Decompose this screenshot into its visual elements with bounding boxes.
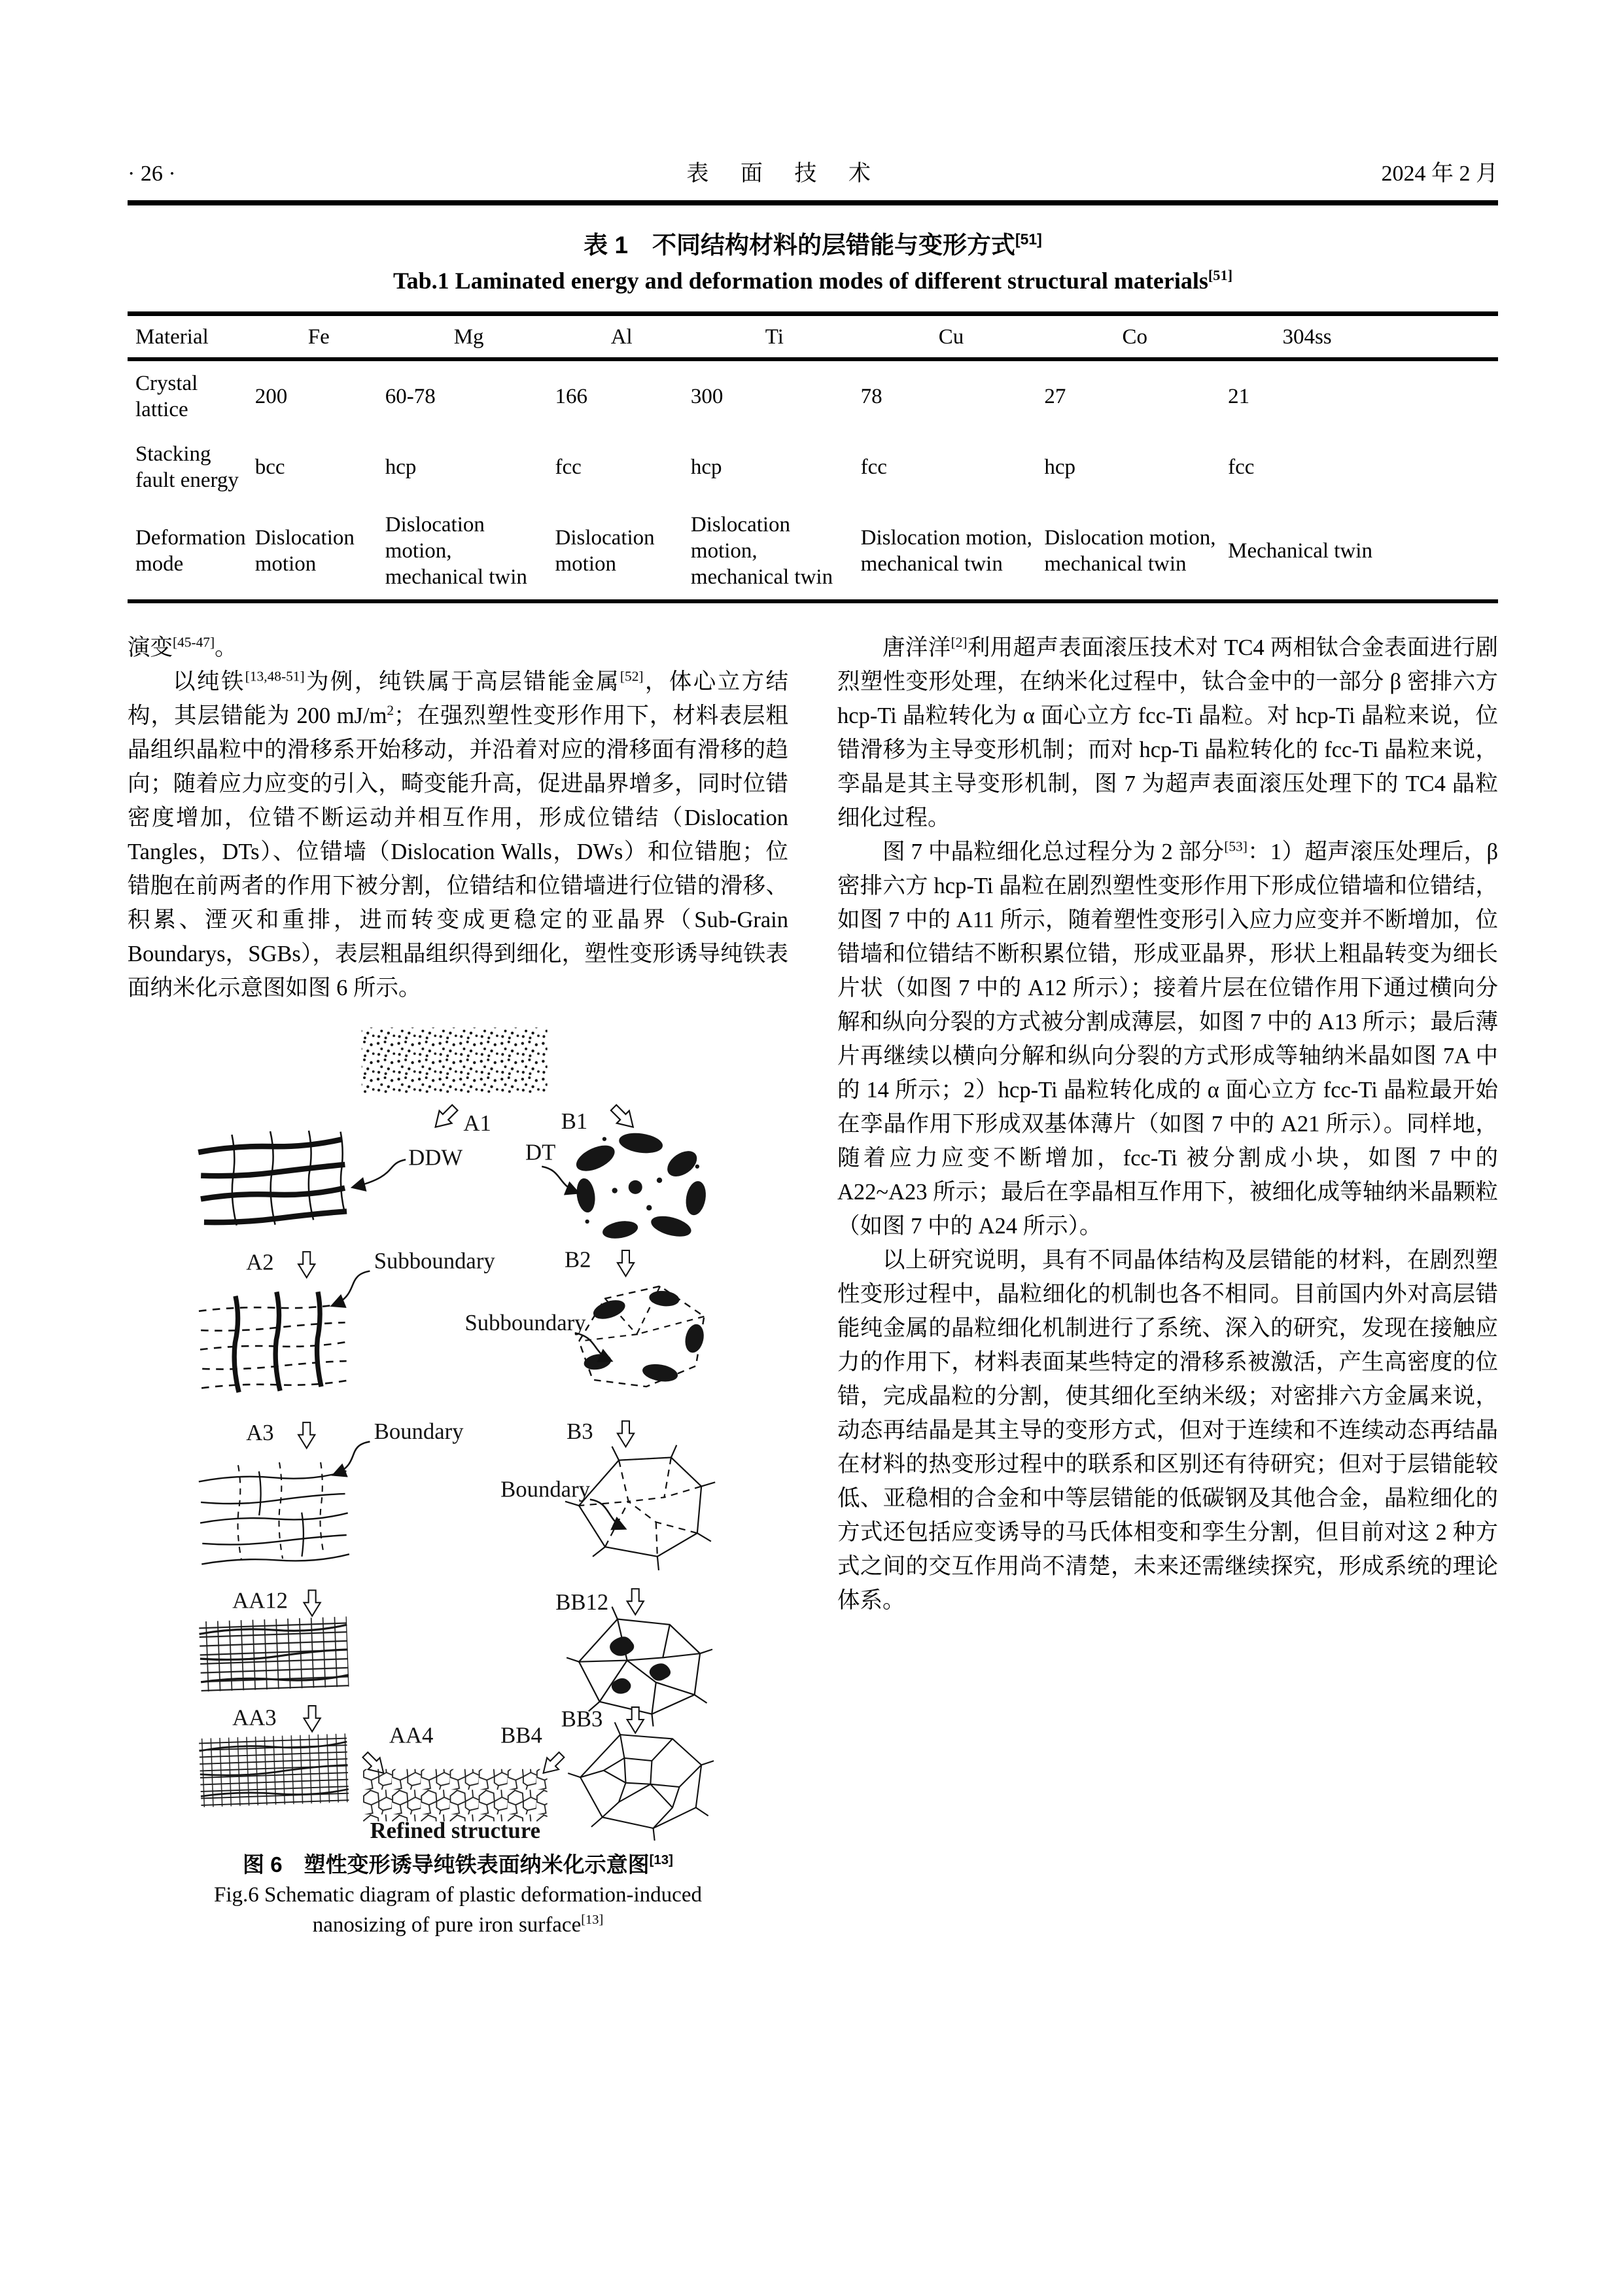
fig-label-b1: B1 [561, 1108, 588, 1134]
table-title-zh: 表 1 不同结构材料的层错能与变形方式[51] [584, 230, 1042, 258]
figure-caption-en-line1: Fig.6 Schematic diagram of plastic deformation-induced [214, 1883, 702, 1907]
figure-6 [190, 1022, 726, 1940]
fig-label-aa4: AA4 [389, 1722, 434, 1748]
fig-label-bb4: BB4 [500, 1722, 542, 1748]
right-column [837, 631, 1498, 1940]
fig-label-aa12: AA12 [232, 1587, 288, 1614]
refined-structure-sketch [363, 1769, 548, 1822]
left-column [128, 631, 788, 1940]
subboundary-left-pointer-arrow [333, 1271, 370, 1306]
paragraph: 以上研究说明，具有不同晶体结构及层错能的材料，在剧烈塑性变形过程中，晶粒细化的机制也各不相同。目前国内外对高层错能纯金属的晶粒细化机制进行了系统、深入的研究，发现在接触应力的作用下，材料表面某些特定的滑移系被激活，产生高密度的位错，完成晶粒的分割，使其细化至纳米级；对密排六方金属来说，动态再结晶是其主导的变形方式，但对于连续和不连续动态再结晶在材料的热变形过程中的联系和区别还有待研究；但对于层错能较低、亚稳相的合金和中等层错能的低碳钢及其他合金，晶粒细化的方式还包括应变诱导的马氏体相变和孪生分割，但目前对这 2 种方式之间的交互作用尚不清楚，未来还需继续探究，形成系统的理论体系。 [837, 1248, 1498, 1613]
table-cell: 166 [555, 385, 588, 408]
boundary-sketch-left [198, 1460, 349, 1564]
table-cell: Dislocation motion [555, 526, 655, 576]
boundary-left-pointer-arrow [334, 1441, 370, 1474]
figure-6-diagram [190, 1022, 726, 1841]
arrow-a1-icon [429, 1101, 461, 1133]
arrow-a2-icon [298, 1252, 315, 1277]
fig-label-refined-structure: Refined structure [370, 1817, 541, 1841]
fig-label-a1: A1 [463, 1110, 491, 1137]
subboundary-sketch-right [579, 1286, 707, 1386]
fig-label-dt: DT [525, 1139, 556, 1165]
table-cell: 78 [860, 385, 882, 408]
ddw-sketch [198, 1127, 348, 1228]
col-header-material: Material [128, 314, 254, 360]
arrow-aa3-icon [304, 1706, 321, 1731]
table-1 [128, 311, 1498, 603]
fig-label-a2: A2 [246, 1249, 274, 1275]
dt-pointer-arrow [542, 1167, 578, 1193]
body-columns [128, 631, 1498, 1940]
table-cell: 200 [254, 385, 288, 408]
figure-caption-zh: 图 6 塑性变形诱导纯铁表面纳米化示意图[13] [243, 1852, 673, 1877]
col-header-304ss: 304ss [1227, 314, 1498, 360]
subboundary-sketch-left [198, 1290, 349, 1394]
arrow-b1-icon [608, 1101, 640, 1133]
initial-structure-sketch [362, 1027, 548, 1093]
fig-label-aa3: AA3 [232, 1704, 277, 1731]
col-header-cu: Cu [860, 314, 1043, 360]
paragraph: 以纯铁[13,48-51]为例，纯铁属于高层错能金属[52]，体心立方结构，其层错能为 200 $mJ/m^2$；在强烈塑性变形作用下，材料表层粗晶组织晶粒中的滑移系开始移动，并沿着对应的滑移面有滑移的趋向；随着应力应变的引入，畸变能升高，促进晶界增多，同时位错密度增加，位错不断运动并相互作用，形成位错结（Dislocation Tangles，DTs）、位错墙（Dislocation Walls，DWs）和位错胞；位错胞在前两者的作用下被分割，位错结和位错墙进行位错的滑移、积累、湮灭和重排，进而转变成更稳定的亚晶界（Sub-Grain Boundarys，SGBs），表层粗晶组织得到细化，塑性变形诱导纯铁表面纳米化示意图如图 6 所示。 [128, 668, 789, 1000]
table-cell: Dislocation motion, mechanical twin [385, 513, 527, 589]
table-cell: Dislocation motion, mechanical twin [860, 526, 1032, 576]
boundary-sketch-right [565, 1445, 715, 1570]
fig-label-a3: A3 [246, 1420, 274, 1446]
fig-label-subboundary-right: Subboundary [464, 1309, 586, 1335]
table-cell: Dislocation motion, mechanical twin [1044, 526, 1216, 576]
table-cell: 21 [1228, 385, 1250, 408]
fig-label-b2: B2 [564, 1246, 591, 1273]
fig-label-bb12: BB12 [555, 1589, 609, 1615]
row-label: Stacking fault energy [135, 442, 239, 492]
journal-title: 表 面 技 术 [686, 162, 884, 186]
row-label: Crystal lattice [135, 372, 198, 421]
fig-label-subboundary-left: Subboundary [374, 1248, 495, 1274]
fig-label-b3: B3 [567, 1419, 593, 1445]
col-header-co: Co [1043, 314, 1227, 360]
paragraph: 唐洋洋[2]利用超声表面滚压技术对 TC4 两相钛合金表面进行剧烈塑性变形处理，在纳米化过程中，钛合金中的一部分 β 密排六方 hcp-Ti 晶粒转化为 α 面心立方 fcc-Ti 晶粒。对 hcp-Ti 晶粒来说，位错滑移为主导变形机制；而对 hcp-Ti 晶粒转化的 fcc-Ti 晶粒来说，孪晶是其主导变形机制，图 7 为超声表面滚压处理下的 TC4 晶粒细化过程。 [837, 634, 1498, 830]
table-title-en: Tab.1 Laminated energy and deformation modes of different structural materials[51] [393, 267, 1233, 294]
ddw-pointer-arrow [353, 1159, 406, 1187]
arrow-bb12-icon [627, 1589, 644, 1614]
figure-caption-en-line2: nanosizing of pure iron surface[13] [312, 1913, 604, 1937]
arrow-a3-icon [298, 1422, 315, 1448]
table-row [128, 503, 1498, 601]
fig-label-boundary-right: Boundary [500, 1476, 590, 1502]
table-cell: 60-78 [385, 385, 436, 408]
table-row [128, 432, 1498, 503]
table-cell: Dislocation motion [254, 526, 355, 576]
table-cell: 27 [1044, 385, 1066, 408]
dt-sketch [572, 1131, 708, 1241]
arrow-aa12-icon [304, 1590, 321, 1616]
header-rule [128, 200, 1498, 205]
table-header-row [128, 314, 1498, 360]
col-header-fe: Fe [254, 314, 384, 360]
lamellae-sketch-2 [199, 1733, 349, 1807]
lamellae-sketch-1 [199, 1617, 349, 1692]
table-row [128, 359, 1498, 432]
fig-label-ddw: DDW [408, 1144, 463, 1171]
table-cell: fcc [1228, 455, 1255, 479]
table-cell: hcp [1044, 455, 1076, 479]
table-cell: hcp [385, 455, 417, 479]
row-label: Deformation mode [135, 526, 246, 576]
issue-date: 2024 年 2 月 [1381, 162, 1498, 186]
arrow-b3-icon [618, 1421, 634, 1447]
running-head [128, 160, 1498, 188]
col-header-al: Al [554, 314, 689, 360]
paragraph: 图 7 中晶粒细化总过程分为 2 部分[53]：1）超声滚压处理后，β 密排六方 hcp-Ti 晶粒在剧烈塑性变形作用下形成位错墙和位错结，如图 7 中的 A11 所示，随着塑性变形引入应力应变并不断增加，位错墙和位错结不断积累位错，形成亚晶界，形状上粗晶转变为细长片状（如图 7 中的 A12 所示）；接着片层在位错作用下通过横向分解和纵向分裂的方式被分割成薄层，如图 7 中的 A13 所示；最后薄片再继续以横向分解和纵向分裂的方式形成等轴纳米晶如图 7A 中的 14 所示；2）hcp-Ti 晶粒转化成的 α 面心立方 fcc-Ti 晶粒最开始在孪晶作用下形成双基体薄片（如图 7 中的 A21 所示）。同样地，随着应力应变不断增加，fcc-Ti 被分割成小块，如图 7 中的 A22~A23 所示；最后在孪晶相互作用下，被细化成等轴纳米晶颗粒（如图 7 中的 A24 所示）。 [837, 838, 1498, 1239]
col-header-ti: Ti [689, 314, 860, 360]
table-cell: fcc [860, 455, 887, 479]
arrow-b2-icon [618, 1250, 634, 1276]
table-cell: hcp [690, 455, 722, 479]
table-cell: fcc [555, 455, 582, 479]
page-number: · 26 · [128, 162, 176, 186]
fig-label-boundary-left: Boundary [374, 1419, 464, 1445]
col-header-mg: Mg [384, 314, 554, 360]
table-cell: bcc [254, 455, 285, 479]
refined-cells-sketch [568, 1722, 714, 1841]
figure-6-caption [190, 1850, 726, 1940]
table-cell: 300 [690, 385, 724, 408]
paragraph: 演变[45-47]。 [128, 634, 237, 660]
table-cell: Dislocation motion, mechanical twin [690, 513, 833, 589]
table-cell: Mechanical twin [1228, 539, 1372, 563]
fig-label-bb3: BB3 [561, 1706, 603, 1732]
